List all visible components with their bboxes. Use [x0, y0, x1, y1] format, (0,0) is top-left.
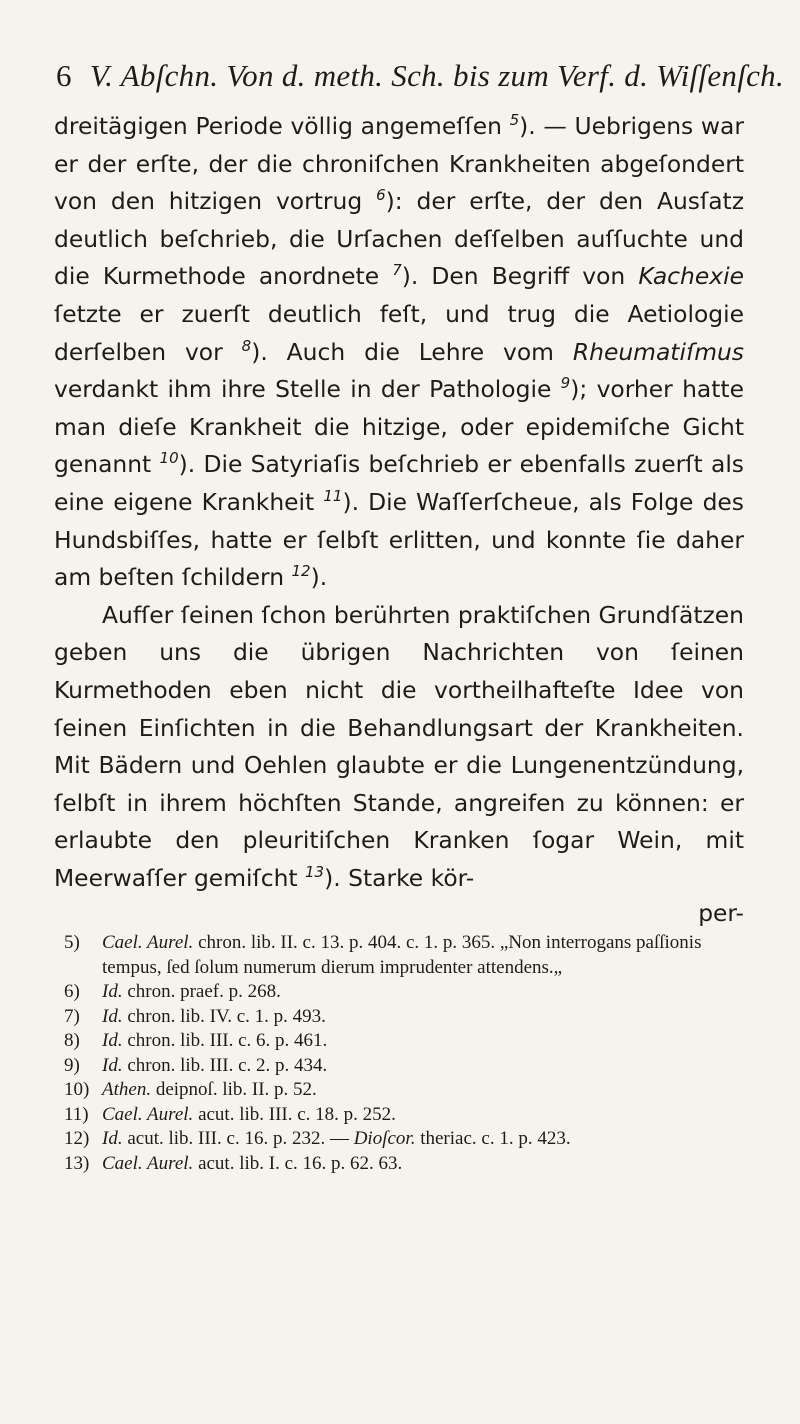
footnote-author: Athen. [102, 1079, 152, 1101]
footnote-ref-11: 11 [323, 487, 343, 506]
footnote-author: Id. [102, 981, 123, 1003]
footnote-author: Cael. Aurel. [102, 1152, 194, 1174]
text-run: ): der erſte, der den Ausſatz deutlich beſchrieb, die Urſachen deſſelben auſſuchte und die Kurmethode anordnete [54, 187, 744, 291]
footnote-text: chron. lib. II. c. 13. p. 404. c. 1. p. 365. „Non interrogans paſſionis tempus, ſed ſolum numerum dierum imprudenter attendens.„ [102, 932, 702, 978]
footnote-text: acut. lib. III. c. 18. p. 252. [193, 1103, 396, 1125]
footnote-ref-10: 10 [159, 449, 179, 468]
footnote-number: 11) [64, 1103, 89, 1125]
footnote-10 [54, 1078, 744, 1103]
footnote-author: Id. [102, 1030, 123, 1052]
running-title: V. Abſchn. Von d. meth. Sch. bis zum Verf. d. Wiſſenſch. [89, 58, 785, 93]
text-run: ). [310, 563, 328, 592]
footnote-ref-5: 5 [509, 111, 520, 130]
emphasis-kachexie: Kachexie [638, 262, 744, 291]
footnote-text: chron. lib. III. c. 2. p. 434. [122, 1054, 328, 1076]
footnote-number: 6) [64, 981, 80, 1003]
footnote-13 [54, 1152, 744, 1177]
footnote-number: 12) [64, 1128, 90, 1150]
footnote-ref-8: 8 [241, 336, 252, 355]
footnote-number: 9) [64, 1054, 80, 1076]
text-run: dreitägigen Periode völlig angemeſſen [54, 112, 510, 140]
footnote-author: Id. [102, 1005, 123, 1027]
text-run: ); vorher hatte man dieſe Krankheit die hitzige, oder epidemiſche Gicht genannt [54, 375, 744, 479]
footnote-number: 5) [64, 932, 80, 954]
running-head [56, 58, 785, 94]
paragraph-1 [54, 108, 744, 597]
footnote-text: chron. lib. IV. c. 1. p. 493. [122, 1005, 326, 1027]
text-run: verdankt ihm ihre Stelle in der Pathologie [54, 375, 561, 404]
footnote-author: Dioſcor. [353, 1128, 416, 1150]
footnote-author: Cael. Aurel. [102, 932, 194, 954]
text-run: Aufſer ſeinen ſchon berührten praktiſchen Grundſätzen geben uns die übrigen Nachrichten von ſeinen Kurmethoden eben nicht die vortheilhafteſte Idee von ſeinen Einſichten in die Behandlungsart der Krankheiten. Mit Bädern und Oehlen glaubte er die Lungenentzündung, ſelbſt in ihrem höchſten Stande, angreifen zu können: er erlaubte den pleuritiſchen Kranken ſogar Wein, mit Meerwaſſer gemiſcht [54, 600, 744, 892]
footnote-9 [54, 1054, 744, 1079]
text-run: ). Die Satyriaſis beſchrieb er ebenfalls zuerſt als eine eigene Krankheit [54, 450, 744, 516]
text-run: ). Auch die Lehre vom [251, 337, 573, 366]
footnote-author: Id. [102, 1054, 123, 1076]
footnote-7 [54, 1005, 744, 1030]
footnote-text: theriac. c. 1. p. 423. [415, 1128, 571, 1150]
footnote-ref-12: 12 [291, 562, 311, 581]
footnote-text: chron. lib. III. c. 6. p. 461. [122, 1030, 328, 1052]
footnote-11 [54, 1103, 744, 1128]
footnote-number: 7) [64, 1005, 80, 1027]
footnote-12 [54, 1127, 744, 1152]
footnote-text: acut. lib. I. c. 16. p. 62. 63. [193, 1152, 403, 1174]
footnote-6 [54, 980, 744, 1005]
text-run: ). Die Waſſerſcheue, als Folge des Hundsbiſſes, hatte er ſelbſt erlitten, und konnte ſie daher am beſten ſchildern [54, 487, 744, 592]
footnote-number: 13) [64, 1152, 90, 1174]
footnote-text: deipnoſ. lib. II. p. 52. [151, 1079, 317, 1101]
footnote-number: 8) [64, 1030, 80, 1052]
footnote-text: acut. lib. III. c. 16. p. 232. — [122, 1128, 354, 1150]
footnote-ref-13: 13 [305, 863, 325, 882]
footnote-ref-6: 6 [376, 186, 386, 205]
text-run: ). Starke kör- [324, 863, 475, 892]
footnote-ref-7: 7 [392, 261, 402, 280]
footnote-number: 10) [64, 1079, 90, 1101]
text-run: ſetzte er zuerſt deutlich feſt, und trug die Aetiologie derſelben vor [54, 299, 744, 366]
footnote-5 [54, 931, 744, 980]
text-run: ). Den Begriff von [401, 262, 639, 291]
body-text [54, 108, 744, 897]
paragraph-2 [54, 597, 744, 898]
text-run: ). — Uebrigens war er der erſte, der die chroniſchen Krankheiten abgeſondert von den hitzigen vortrug [54, 112, 745, 216]
footnote-author: Id. [102, 1128, 123, 1150]
footnote-ref-9: 9 [560, 374, 571, 393]
page-number: 6 [56, 58, 72, 93]
emphasis-rheumatismus: Rheumatiſmus [572, 337, 744, 366]
catchword: per- [698, 899, 744, 928]
footnotes [54, 931, 744, 1176]
footnote-author: Cael. Aurel. [102, 1103, 194, 1125]
footnote-text: chron. praef. p. 268. [122, 981, 281, 1003]
footnote-8 [54, 1029, 744, 1054]
